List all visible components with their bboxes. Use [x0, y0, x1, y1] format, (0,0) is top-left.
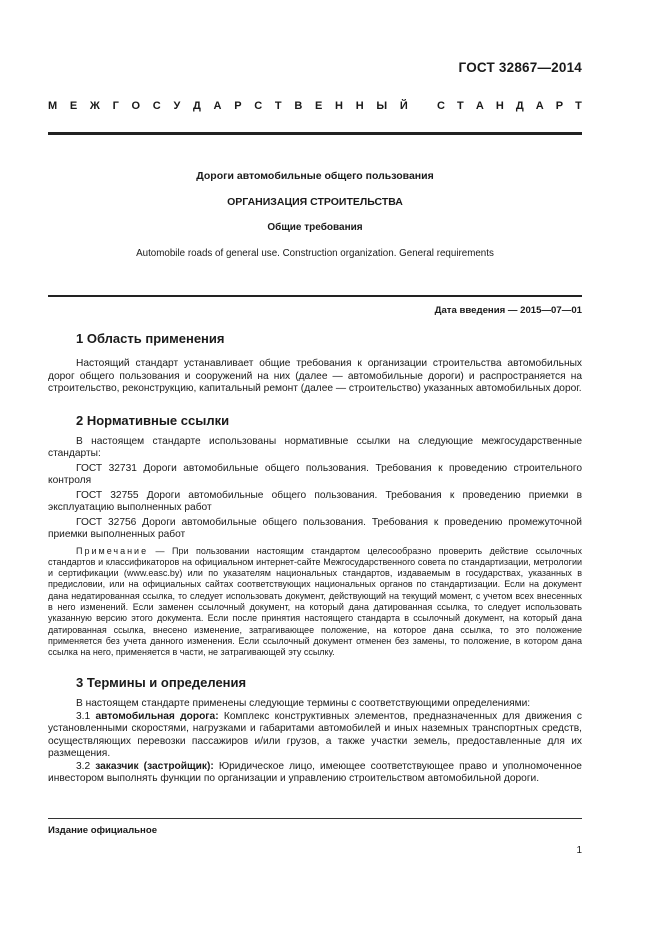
- banner-word-interstate: [48, 100, 408, 112]
- interstate-letter: Г: [112, 100, 119, 112]
- term-text: Юридическое лицо, имеющее соответствующее право и уполномоченное инвестором выполнять функции по организации и управлению строительством автомобильной дороги.: [48, 760, 582, 785]
- footer-rule: [48, 818, 582, 819]
- term-definition: [48, 761, 582, 786]
- note-label: Примечание: [76, 545, 149, 556]
- references-intro: В настоящем стандарте использованы нормативные ссылки на следующие межгосударственные стандарты:: [48, 435, 582, 459]
- term-definition: [48, 711, 582, 761]
- section-heading-terms: 3 Термины и определения: [76, 675, 247, 691]
- interstate-letter: С: [152, 100, 161, 112]
- interstate-letter: Е: [315, 100, 323, 112]
- standard-letter: Н: [495, 100, 504, 112]
- banner-word-standard: [437, 100, 582, 112]
- note-text: — При пользовании настоящим стандартом целесообразно проверить действие ссылочных стандартов и классификаторов на официальном интернет-сайте Межгосударственного совета по стандартизации, метрологии и сертификации (www.easc.by) или по указателям национальных стандартов, издаваемым в государствах, указанных в предисловии, или на официальных сайтах соответствующих национальных органов по стандартизации. Если на документ дана недатированная ссылка, то следует использовать документ, действующий на текущий момент, с учетом всех внесенных в него изменений. Если заменен ссылочный документ, на который дана датированная ссылка, то следует использовать указанную версию этого документа. Если после принятия настоящего стандарта в ссылочный документ, на который дана датированная ссылка, внесено изменение, затрагивающее положение, на которое дана ссылка, то это положение применяется без учета данного изменения. Если ссылочный документ отменен без замены, то положение, в котором дана ссылка на него, применяется в части, не затрагивающей эту ссылку.: [48, 545, 582, 658]
- interstate-letter: Д: [193, 100, 201, 112]
- standard-letter: Т: [575, 100, 582, 112]
- interstate-letter: О: [131, 100, 141, 112]
- terms-intro: В настоящем стандарте применены следующие термины с соответствующими определениями:: [76, 698, 531, 710]
- standard-letter: Д: [515, 100, 524, 112]
- reference-item: ГОСТ 32756 Дороги автомобильные общего пользования. Требования к проведению промежуточной приемки выполненных работ: [48, 516, 582, 540]
- edition-label: Издание официальное: [48, 825, 158, 836]
- interstate-standard-banner: [48, 100, 582, 112]
- standard-letter: А: [535, 100, 544, 112]
- section-heading-references: 2 Нормативные ссылки: [76, 412, 230, 428]
- document-body: [48, 330, 582, 786]
- interstate-letter: Ж: [89, 100, 100, 112]
- interstate-letter: С: [254, 100, 263, 112]
- interstate-letter: Й: [399, 100, 408, 112]
- doc-title-english: Automobile roads of general use. Construction organization. General requirements: [136, 248, 494, 259]
- title-rule: [48, 295, 582, 297]
- introduction-date: Дата введения — 2015—07—01: [434, 305, 582, 316]
- interstate-letter: В: [294, 100, 303, 112]
- interstate-letter: Е: [69, 100, 78, 112]
- scope-paragraph: Настоящий стандарт устанавливает общие требования к организации строительства автомобильных дорог общего пользования и сооружений на них (далее — автомобильные дороги) и распространяется на строительство, реконструкцию, капитальный ремонт (далее — строительство) указанных автомобильных дорог.: [48, 358, 582, 394]
- interstate-letter: М: [48, 100, 58, 112]
- interstate-letter: У: [173, 100, 181, 112]
- interstate-letter: А: [213, 100, 222, 112]
- term-name: заказчик (застройщик):: [95, 760, 214, 772]
- reference-item: ГОСТ 32755 Дороги автомобильные общего пользования. Требования к проведению приемки в эксплуатацию выполненных работ: [48, 489, 582, 513]
- references-note: [48, 546, 582, 659]
- doc-subtitle: Общие требования: [267, 222, 363, 233]
- term-name: автомобильная дорога:: [95, 710, 219, 722]
- page-number: 1: [576, 845, 582, 856]
- term-number: 3.2: [76, 760, 96, 772]
- standard-letter: С: [437, 100, 445, 112]
- interstate-letter: Р: [234, 100, 242, 112]
- interstate-letter: Ы: [376, 100, 388, 112]
- interstate-letter: Н: [335, 100, 343, 112]
- term-text: Комплекс конструктивных элементов, предназначенных для движения с установленными скоростями, нагрузками и габаритами автомобилей и иных наземных транспортных средств, осуществляющих перевозки пассажиров и/или грузов, а также участки земель, предоставленные для их размещения.: [48, 710, 583, 760]
- standard-letter: А: [475, 100, 484, 112]
- gost-code: ГОСТ 32867—2014: [458, 60, 582, 75]
- standard-letter: Т: [457, 100, 464, 112]
- standard-letter: Р: [555, 100, 564, 112]
- interstate-letter: Т: [274, 100, 282, 112]
- interstate-letter: Н: [355, 100, 364, 112]
- reference-item: ГОСТ 32731 Дороги автомобильные общего пользования. Требования к проведению строительного контроля: [48, 462, 582, 486]
- section-heading-scope: 1 Область применения: [76, 331, 225, 346]
- header-rule: [48, 132, 582, 135]
- term-number: 3.1: [76, 710, 96, 722]
- doc-title-line1: Дороги автомобильные общего пользования: [196, 170, 434, 182]
- doc-title-main: ОРГАНИЗАЦИЯ СТРОИТЕЛЬСТВА: [227, 196, 403, 208]
